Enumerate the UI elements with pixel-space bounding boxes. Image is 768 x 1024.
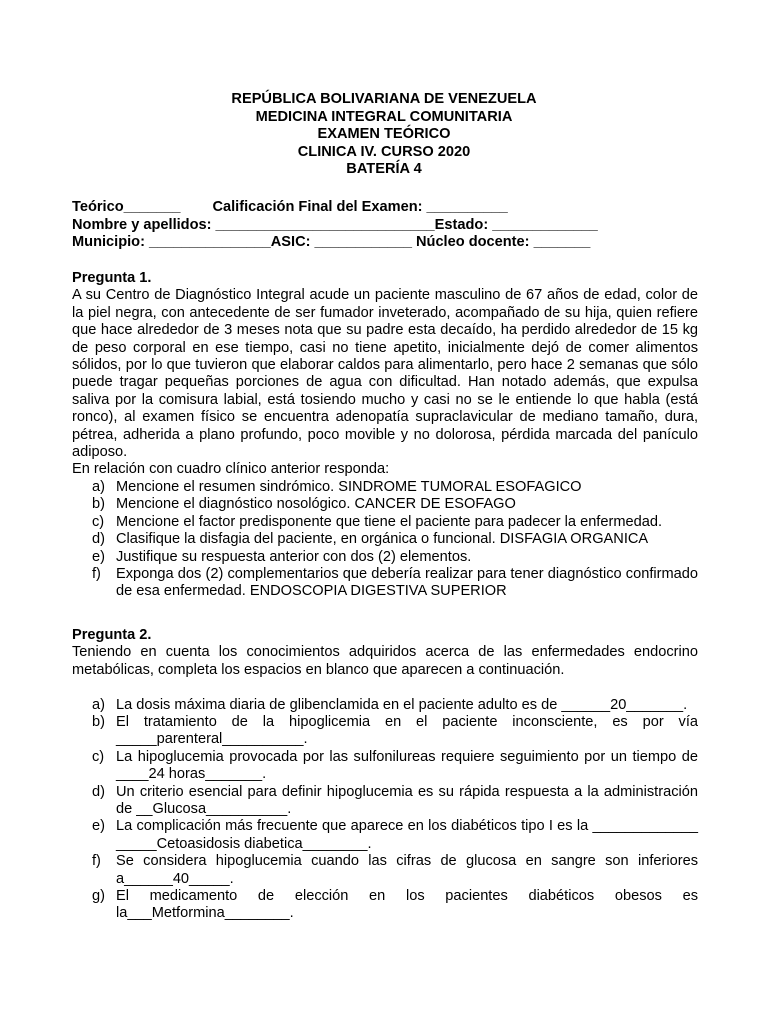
header-exam-type: EXAMEN TEÓRICO (317, 126, 451, 143)
fields-row-2: Nombre y apellidos: ___________________________Estado: _____________ (72, 216, 598, 233)
item-text: Clasifique la disfagia del paciente, en orgánica o funcional. DISFAGIA ORGANICA (116, 531, 649, 548)
header-course: CLINICA IV. CURSO 2020 (297, 143, 471, 160)
final-grade-field: Calificación Final del Examen: __________ (212, 199, 508, 215)
question-1-case: A su Centro de Diagnóstico Integral acude un paciente masculino de 67 años de edad, color de la piel negra, con antecedente de ser fumador inveterado, acompañado de su hija, quien refiere que hace alrededor de 3 meses nota que su padre esta decaído, ha perdido alrededor de 15 kg de peso corporal en ese tiempo, casi no tiene apetito, inicialmente dejó de comer alimentos sólidos, por lo que tuvieron que elaborar caldos para alimentarlo, pero hace 2 semanas que sólo puede tragar pequeñas porciones de agua con dificultad. Han notado además, que expulsa saliva por la comisura labial, está tosiendo mucho y casi no se le entiende lo que habla (está ronco), al examen físico se encuentra adenopatía supraclavicular de mediano tamaño, dura, pétrea, adherida a plano profundo, poco movible y no dolorosa, pérdida marcada del panículo adiposo. (72, 287, 698, 461)
item-label: b) (92, 496, 105, 513)
fields-row-3: Municipio: _______________ASIC: ____________ Núcleo docente: _______ (72, 234, 591, 251)
list-item (72, 818, 698, 853)
item-text: El tratamiento de la hipoglicemia en el paciente inconsciente, es por vía _____parenteral__________. (116, 714, 698, 748)
list-item (72, 853, 698, 888)
item-label: a) (92, 478, 105, 495)
item-text: Mencione el factor predisponente que tiene el paciente para padecer la enfermedad. (116, 513, 663, 530)
question-2-title: Pregunta 2. (72, 627, 152, 643)
question-2-intro: Teniendo en cuenta los conocimientos adquiridos acerca de las enfermedades endocrino metabólicas, completa los espacios en blanco que aparecen a continuación. (72, 644, 698, 678)
item-text: La hipoglucemia provocada por las sulfonilureas requiere seguimiento por un tiempo de ____24 horas_______. (116, 748, 698, 783)
question-2 (72, 627, 698, 923)
list-item (72, 749, 698, 784)
item-text: Exponga dos (2) complementarios que debería realizar para tener diagnóstico confirmado de esa enfermedad. ENDOSCOPIA DIGESTIVA SUPERIOR (116, 565, 698, 600)
item-label: d) (92, 783, 105, 800)
header-country: REPÚBLICA BOLIVARIANA DE VENEZUELA (231, 91, 537, 107)
question-1-title: Pregunta 1. (72, 270, 152, 286)
list-item (72, 479, 698, 496)
item-label: e) (92, 818, 105, 835)
list-item (72, 514, 698, 531)
item-label: d) (92, 531, 105, 548)
item-text: Justifique su respuesta anterior con dos (2) elementos. (116, 548, 472, 565)
item-text: Mencione el resumen sindrómico. SINDROME TUMORAL ESOFAGICO (116, 478, 582, 495)
item-label: f) (92, 853, 101, 870)
item-label: c) (92, 513, 105, 530)
item-label: g) (92, 888, 105, 905)
item-label: a) (92, 696, 105, 713)
question-2-items (72, 697, 698, 923)
list-item (72, 697, 698, 714)
item-text: El medicamento de elección en los pacientes diabéticos obesos es la___Metformina________. (116, 888, 698, 922)
item-text: La complicación más frecuente que aparece en los diabéticos tipo I es la _____________ _____Cetoasidosis diabetica________. (116, 818, 698, 852)
question-1 (72, 270, 698, 601)
list-item (72, 784, 698, 819)
item-text: La dosis máxima diaria de glibenclamida en el paciente adulto es de ______20_______. (116, 696, 688, 713)
list-item (72, 566, 698, 601)
list-item (72, 496, 698, 513)
item-label: e) (92, 548, 105, 565)
header-program: MEDICINA INTEGRAL COMUNITARIA (255, 108, 513, 125)
question-1-intro: En relación con cuadro clínico anterior responda: (72, 461, 390, 478)
student-fields (72, 199, 712, 252)
item-label: b) (92, 714, 105, 731)
list-item (72, 531, 698, 548)
teorico-field: Teórico_______ (72, 199, 181, 215)
list-item (72, 888, 698, 923)
header-battery: BATERÍA 4 (346, 161, 422, 178)
fields-row-1 (72, 199, 712, 217)
item-text: Se considera hipoglucemia cuando las cifras de glucosa en sangre son inferiores a______40_____. (116, 853, 698, 887)
document-header (0, 91, 768, 179)
question-1-items (72, 479, 698, 601)
item-label: c) (92, 748, 105, 765)
list-item (72, 549, 698, 566)
item-label: f) (92, 565, 101, 582)
item-text: Un criterio esencial para definir hipoglucemia es su rápida respuesta a la administración de __Glucosa__________. (116, 783, 698, 818)
item-text: Mencione el diagnóstico nosológico. CANCER DE ESOFAGO (116, 496, 516, 513)
list-item (72, 714, 698, 749)
